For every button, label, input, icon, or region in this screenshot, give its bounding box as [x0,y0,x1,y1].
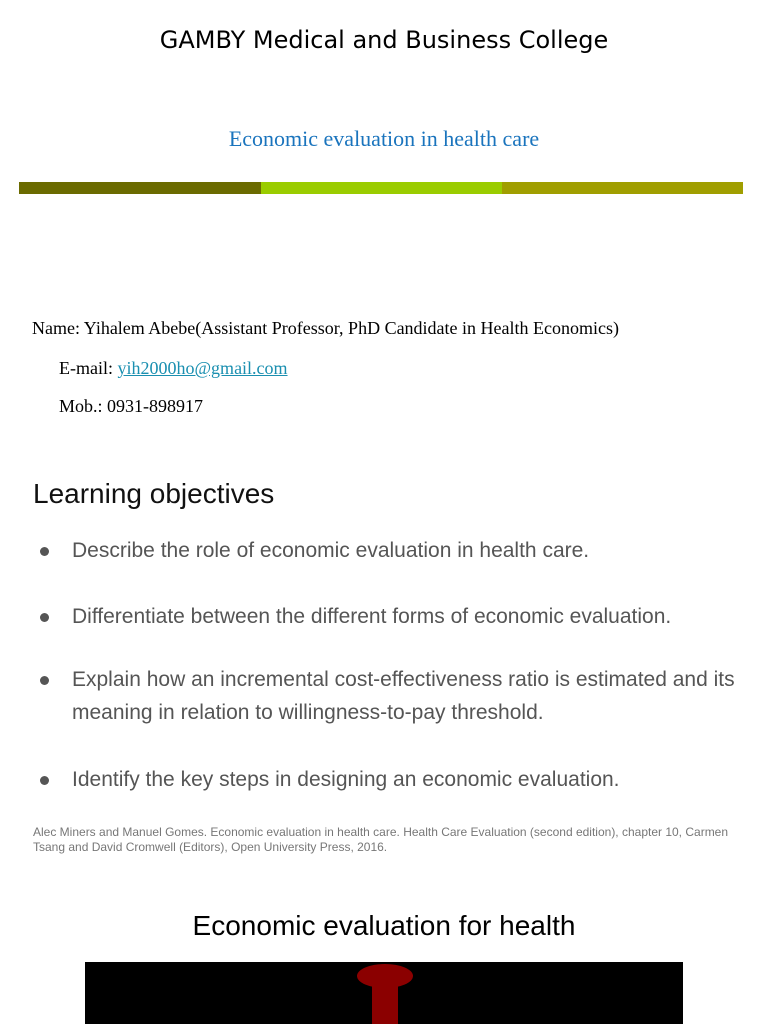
objective-text: Differentiate between the different forms of economic evaluation. [72,605,672,628]
slide-title: Economic evaluation in health care [228,126,540,151]
bullet-icon [40,547,49,556]
citation: Alec Miners and Manuel Gomes. Economic evaluation in health care. Health Care Evaluation (second edition), chapter 10, Carmen Tsang and David Cromwell (Editors), Open University Press, 2016. [33,825,729,854]
objective-item [36,600,756,633]
section-heading: Economic evaluation for health [192,910,576,941]
divider-segment-3 [502,182,743,194]
bullet-icon [40,613,49,622]
slide-image [85,962,683,1024]
red-figure-icon [85,962,683,1024]
presenter-email-line [59,358,288,379]
divider-segment-1 [19,182,261,194]
divider-segment-2 [261,182,502,194]
bullet-icon [40,676,49,685]
objective-text: Identify the key steps in designing an economic evaluation. [72,768,620,791]
email-label: E-mail: [59,358,118,378]
objective-item [36,663,756,729]
objective-text: Explain how an incremental cost-effectiveness ratio is estimated and its meaning in relation to willingness-to-pay threshold. [72,668,735,724]
presenter-name: Name: Yihalem Abebe(Assistant Professor, PhD Candidate in Health Economics) [32,318,619,338]
college-title: GAMBY Medical and Business College [159,26,609,54]
objective-item [36,534,756,567]
email-link[interactable]: yih2000ho@gmail.com [117,358,288,378]
objective-text: Describe the role of economic evaluation in health care. [72,539,590,562]
bullet-icon [40,776,49,785]
objective-item [36,763,756,796]
learning-objectives-heading: Learning objectives [33,478,275,509]
presenter-mobile: Mob.: 0931-898917 [59,396,203,416]
